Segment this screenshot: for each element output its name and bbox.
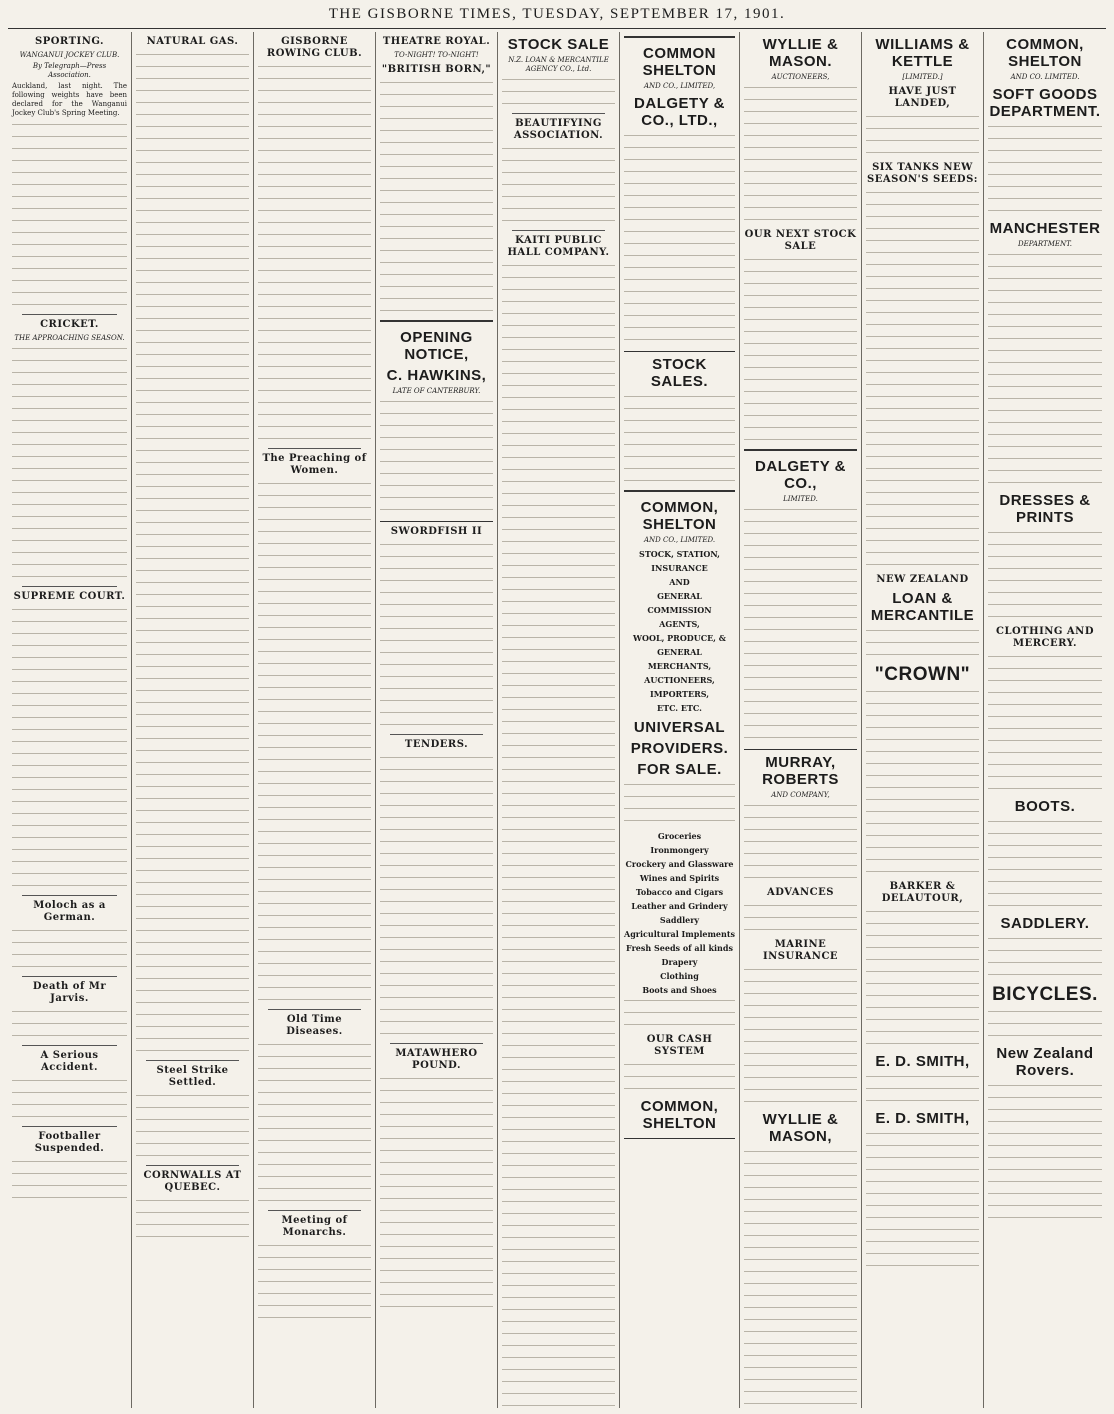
loan-mercantile-heading: LOAN & MERCANTILE [870,590,975,624]
manchester-heading: MANCHESTER [989,220,1101,237]
line-agents: AGENTS, [659,619,700,629]
common-shelton-sub-2: AND CO., LIMITED. [643,536,716,544]
footballer-heading: Footballer Suspended. [34,1131,105,1154]
rovers-heading: New Zealand Rovers. [996,1045,1094,1079]
column-4 [376,32,498,1408]
columns [8,32,1106,1408]
advances-heading: ADVANCES [767,887,834,898]
stock-sales-heading: STOCK SALES. [650,356,709,390]
line-etc: ETC. ETC. [657,703,702,713]
cricket-heading: CRICKET. [40,319,99,330]
common-shelton-heading-4: COMMON, SHELTON [1006,36,1084,70]
tenders-heading: TENDERS. [404,739,469,750]
seeds-heading: SIX TANKS NEW SEASON'S SEEDS: [867,162,978,185]
wyllie-mason-heading-2: WYLLIE & MASON, [762,1111,839,1145]
common-shelton-sub: AND CO., LIMITED, [643,82,716,90]
jarvis-heading: Death of Mr Jarvis. [32,981,107,1004]
auctioneers-sub: AUCTIONEERS, [771,73,830,81]
providers-heading: PROVIDERS. [630,740,729,757]
column-5 [498,32,620,1408]
rowing-club-heading: GISBORNE ROWING CLUB. [266,36,363,59]
ed-smith-heading: E. D. SMITH, [875,1053,970,1070]
line-wool-produce: WOOL, PRODUCE, & GENERAL [633,633,726,657]
williams-kettle-sub: [LIMITED.] [902,73,943,81]
hawkins-name: C. HAWKINS, [386,367,487,384]
dalgety-heading: DALGETY & CO., LTD., [634,95,725,129]
common-shelton-sub-3: AND CO. LIMITED. [1010,73,1080,81]
natural-gas-heading: NATURAL GAS. [146,36,239,47]
monarchs-heading: Meeting of Monarchs. [281,1215,348,1238]
common-shelton-ad-1 [624,36,735,352]
masthead-rule [8,28,1106,29]
preaching-heading: The Preaching of Women. [262,453,367,476]
accident-heading: A Serious Accident. [40,1050,99,1073]
just-landed-heading: HAVE JUST LANDED, [888,86,957,109]
column-3 [254,32,376,1408]
column-1 [8,32,132,1408]
matawhero-pound-heading: MATAWHERO POUND. [395,1048,478,1071]
theatre-royal-heading: THEATRE ROYAL. [382,36,491,47]
soft-goods-heading: SOFT GOODS DEPARTMENT. [989,86,1101,120]
press-association-line: By Telegraph—Press Association. [32,62,107,79]
kaiti-hall-heading: KAITI PUBLIC HALL COMPANY. [507,235,610,258]
tonight-line: TO-NIGHT! TO-NIGHT! [394,51,479,59]
column-8 [862,32,984,1408]
wanganui-text: Auckland, last night. The following weights have been declared for the Wanganui Jockey Club's Spring Meeting. [12,82,127,117]
universal-heading: UNIVERSAL [633,719,726,736]
boots-heading: BOOTS. [1014,798,1076,815]
item-1: Ironmongery [650,845,709,855]
dresses-prints-heading: DRESSES & PRINTS [999,492,1091,526]
item-7: Agricultural Implements [624,929,736,939]
nz-loan-line: N.Z. LOAN & MERCANTILE AGENCY CO., Ltd. [508,56,609,73]
item-3: Wines and Spirits [639,873,720,883]
hawkins-sub: LATE OF CANTERBURY. [392,387,481,395]
masthead: THE GISBORNE TIMES, TUESDAY, SEPTEMBER 17, 1901. [328,6,786,22]
opening-notice-ad [380,320,493,522]
common-shelton-heading-3: COMMON, SHELTON [640,1098,719,1132]
british-born-title: "BRITISH BORN," [381,64,492,75]
cricket-sub: THE APPROACHING SEASON. [14,334,125,342]
marine-insurance-heading: MARINE INSURANCE [762,939,839,962]
murray-roberts-heading: MURRAY, ROBERTS [762,754,839,788]
column-6 [620,32,740,1408]
ed-smith-heading-2: E. D. SMITH, [875,1110,970,1127]
next-stock-sale-heading: OUR NEXT STOCK SALE [744,229,857,252]
for-sale-heading: FOR SALE. [637,761,722,778]
barker-delautour-heading: BARKER & DELAUTOUR, [881,881,964,904]
supreme-court-heading: SUPREME COURT. [13,591,126,602]
bicycles-heading: BICYCLES. [992,984,1098,1005]
item-2: Crockery and Glassware [625,859,734,869]
cash-system-heading: OUR CASH SYSTEM [646,1034,713,1057]
steel-strike-heading: Steel Strike Settled. [156,1065,229,1088]
stock-sale-heading: STOCK SALE [507,36,610,53]
line-and: AND [669,577,690,587]
common-shelton-heading-2: COMMON, SHELTON [640,499,719,533]
line-auctioneers: AUCTIONEERS, IMPORTERS, [644,675,715,699]
beautifying-heading: BEAUTIFYING ASSOCIATION. [513,118,604,141]
swordfish-heading: SWORDFISH II [390,526,483,537]
column-7 [740,32,862,1408]
moloch-heading: Moloch as a German. [33,900,106,923]
line-merchants: MERCHANTS, [647,661,712,671]
sporting-heading: SPORTING. [34,36,104,47]
saddlery-heading: SADDLERY. [1000,915,1090,932]
item-11: Boots and Shoes [642,985,717,995]
wanganui-heading: WANGANUI JOCKEY CLUB. [19,51,120,59]
manchester-sub: DEPARTMENT. [1018,240,1072,248]
common-shelton-ad-2 [624,490,735,1139]
crown-heading: "CROWN" [874,664,971,685]
opening-notice-heading: OPENING NOTICE, [400,329,473,363]
old-time-diseases-heading: Old Time Diseases. [286,1014,343,1037]
column-2 [132,32,254,1408]
column-9 [984,32,1106,1408]
dalgety-heading-2: DALGETY & CO., [755,458,846,492]
line-general-commission: GENERAL COMMISSION [647,591,712,615]
item-8: Fresh Seeds of all kinds [626,943,733,953]
item-4: Tobacco and Cigars [635,887,724,897]
item-6: Saddlery [659,915,700,925]
wyllie-mason-heading: WYLLIE & MASON. [762,36,839,70]
cornwalls-heading: CORNWALLS AT QUEBEC. [143,1170,242,1193]
nz-heading: NEW ZEALAND [876,574,969,585]
item-0: Groceries [657,831,702,841]
murray-roberts-sub: AND COMPANY, [771,791,830,799]
item-10: Clothing [660,971,699,981]
item-9: Drapery [661,957,698,967]
clothing-mercery-heading: CLOTHING AND MERCERY. [995,626,1094,649]
williams-kettle-heading: WILLIAMS & KETTLE [875,36,970,70]
common-shelton-heading: COMMON SHELTON [642,45,717,79]
line-stock-station: STOCK, STATION, INSURANCE [639,549,720,573]
item-5: Leather and Grindery [631,901,728,911]
dalgety-limited: LIMITED. [783,495,818,503]
dalgety-ad [744,449,857,750]
